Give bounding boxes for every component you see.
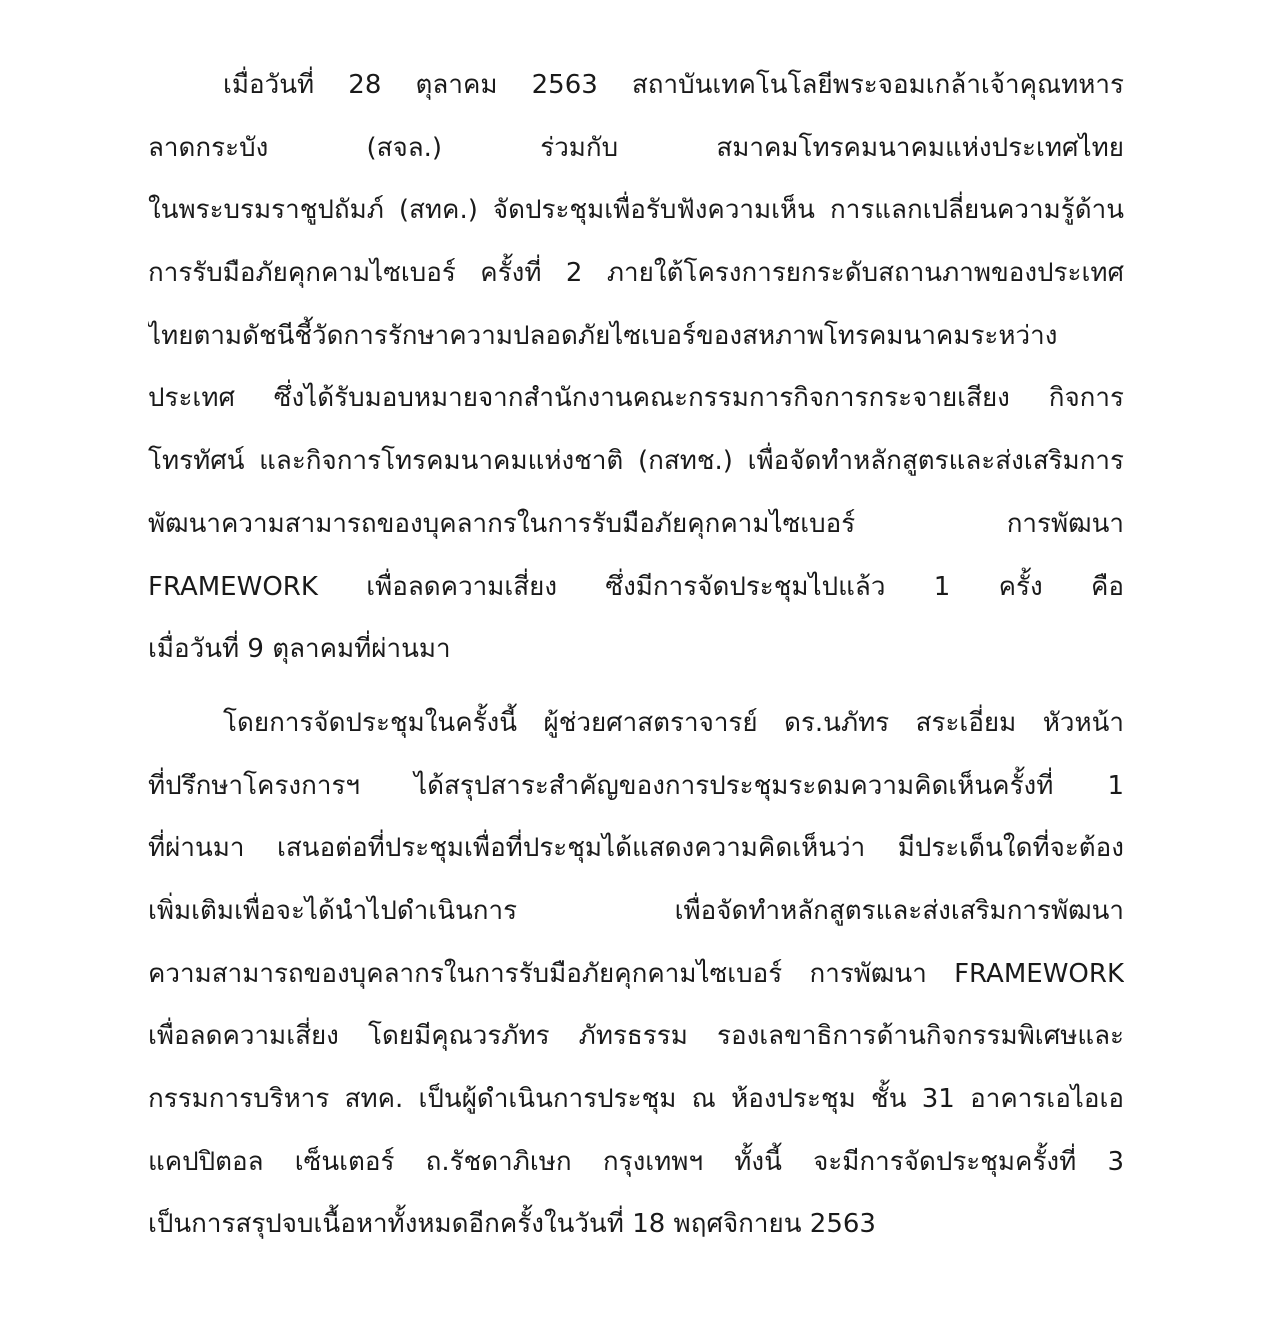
paragraph-line: ไทยตามดัชนีชี้วัดการรักษาความปลอดภัยไซเบอร์ของสหภาพโทรคมนาคมระหว่าง (148, 320, 1058, 351)
paragraph-line: เมื่อวันที่ 9 ตุลาคมที่ผ่านมา (148, 634, 451, 665)
paragraph-line: โดยการจัดประชุมในครั้งนี้ ผู้ช่วยศาสตราจารย์ ดร.นภัทร สระเอี่ยม หัวหน้า (223, 707, 1124, 738)
paragraph-1 (148, 64, 1124, 691)
paragraph-line: ประเทศ ซึ่งได้รับมอบหมายจากสำนักงานคณะกรรมการกิจการกระจายเสียง กิจการ (148, 383, 1124, 414)
paragraph-line: กรรมการบริหาร สทค. เป็นผู้ดำเนินการประชุม ณ ห้องประชุม ชั้น 31 อาคารเอไอเอ (148, 1084, 1124, 1114)
paragraph-line: ที่ผ่านมา เสนอต่อที่ประชุมเพื่อที่ประชุมได้แสดงความคิดเห็นว่า มีประเด็นใดที่จะต้อง (148, 833, 1124, 864)
paragraph-line: เมื่อวันที่ 28 ตุลาคม 2563 สถาบันเทคโนโลยีพระจอมเกล้าเจ้าคุณทหาร (223, 70, 1124, 100)
paragraph-line: แคปปิตอล เซ็นเตอร์ ถ.รัชดาภิเษก กรุงเทพฯ ทั้งนี้ จะมีการจัดประชุมครั้งที่ 3 (148, 1146, 1124, 1177)
paragraph-line: FRAMEWORK เพื่อลดความเสี่ยง ซึ่งมีการจัดประชุมไปแล้ว 1 ครั้ง คือ (148, 571, 1124, 602)
paragraph-line: เป็นการสรุปจบเนื้อหาทั้งหมดอีกครั้งในวันที่ 18 พฤศจิกายน 2563 (148, 1209, 876, 1240)
paragraph-line: โทรทัศน์ และกิจการโทรคมนาคมแห่งชาติ (กสทช.) เพื่อจัดทำหลักสูตรและส่งเสริมการ (148, 446, 1124, 477)
document-page (148, 64, 1124, 1266)
paragraph-line: ลาดกระบัง (สจล.) ร่วมกับ สมาคมโทรคมนาคมแห่งประเทศไทย (148, 132, 1124, 163)
paragraph-line: พัฒนาความสามารถของบุคลากรในการรับมือภัยคุกคามไซเบอร์ การพัฒนา (148, 508, 1124, 539)
paragraph-line: การรับมือภัยคุกคามไซเบอร์ ครั้งที่ 2 ภายใต้โครงการยกระดับสถานภาพของประเทศ (148, 258, 1124, 289)
paragraph-line: ในพระบรมราชูปถัมภ์ (สทค.) จัดประชุมเพื่อรับฟังความเห็น การแลกเปลี่ยนความรู้ด้าน (148, 195, 1124, 226)
paragraph-2 (148, 702, 1124, 1266)
paragraph-line: เพิ่มเติมเพื่อจะได้นำไปดำเนินการ เพื่อจัดทำหลักสูตรและส่งเสริมการพัฒนา (148, 895, 1124, 926)
paragraph-line: ความสามารถของบุคลากรในการรับมือภัยคุกคามไซเบอร์ การพัฒนา FRAMEWORK (148, 958, 1124, 989)
paragraph-line: ที่ปรึกษาโครงการฯ ได้สรุปสาระสำคัญของการประชุมระดมความคิดเห็นครั้งที่ 1 (148, 770, 1124, 801)
paragraph-line: เพื่อลดความเสี่ยง โดยมีคุณวรภัทร ภัทรธรรม รองเลขาธิการด้านกิจกรรมพิเศษและ (148, 1021, 1124, 1052)
paragraph-spacer (148, 691, 1124, 702)
